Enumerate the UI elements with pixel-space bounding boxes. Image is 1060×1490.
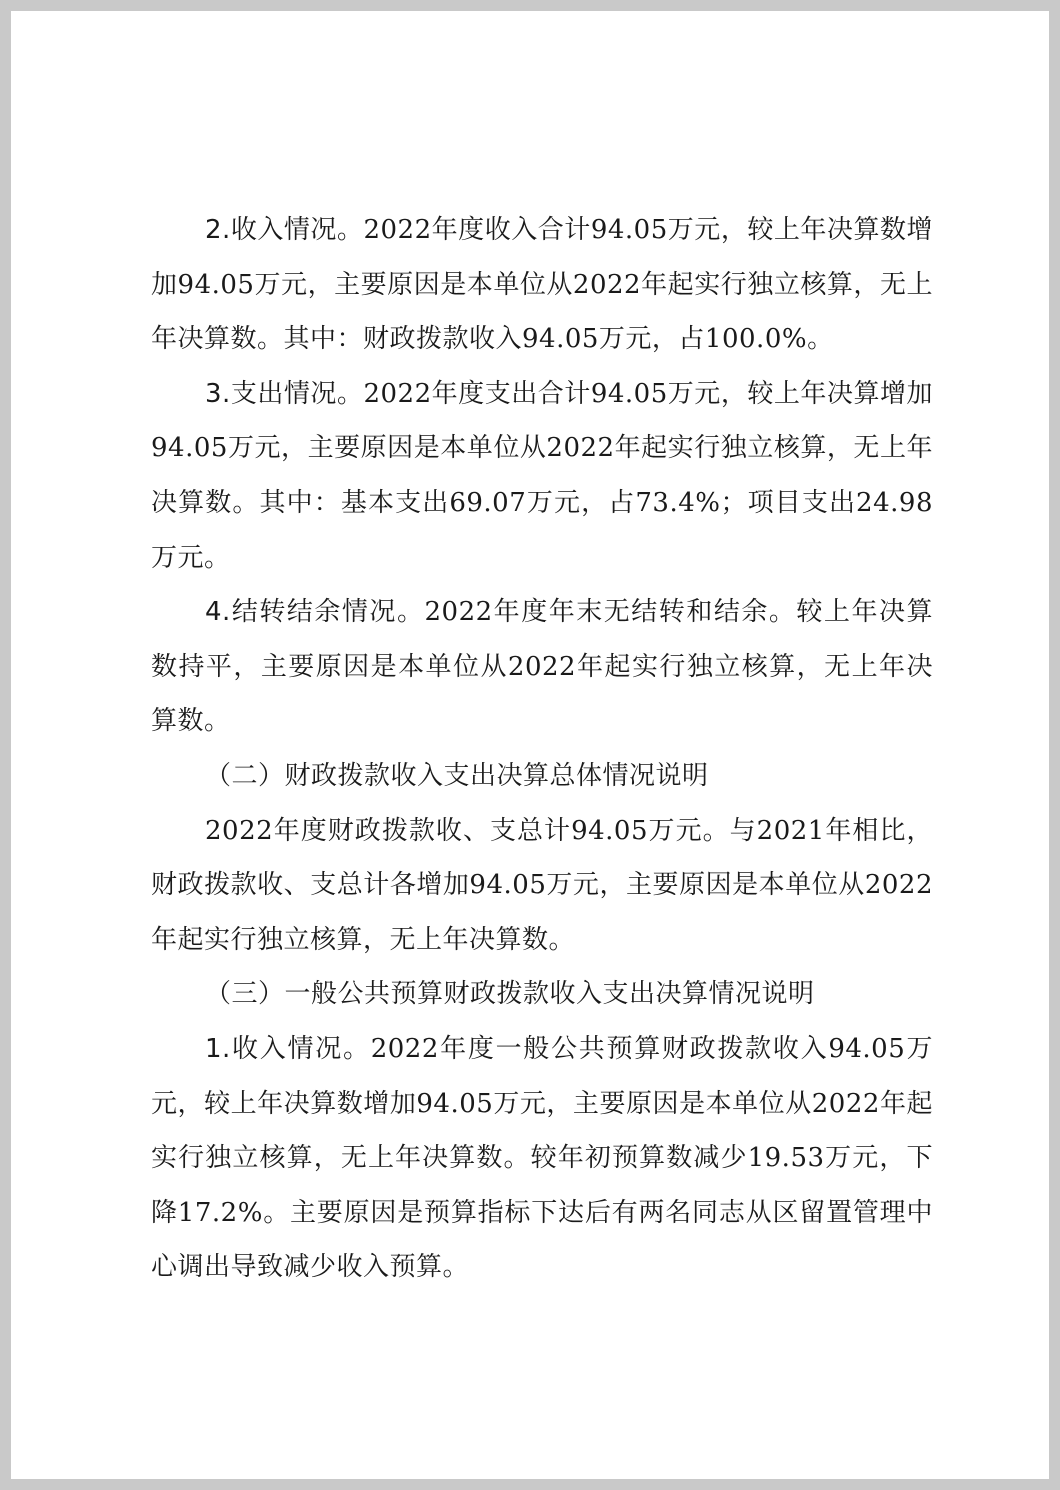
paragraph-general-budget-income (151, 1022, 933, 1295)
section-heading-2: （二）财政拨款收入支出决算总体情况说明 (205, 760, 709, 791)
paragraph-text: 2022年度收入合计94.05万元，较上年决算数增加94.05万元，主要原因是本单位从2022年起实行独立核算，无上年决算数。其中：财政拨款收入94.05万元，占100.0%。 (151, 215, 933, 355)
document-body (151, 203, 933, 1295)
paragraph-income (151, 203, 933, 367)
document-page (11, 11, 1049, 1479)
paragraph-lead: 1.收入情况。 (205, 1033, 371, 1064)
paragraph-lead: 2.收入情况。 (205, 215, 364, 245)
section-heading-3: （三）一般公共预算财政拨款收入支出决算情况说明 (205, 979, 815, 1010)
paragraph-lead: 4.结转结余情况。 (205, 597, 425, 628)
paragraph-expenditure (151, 367, 933, 585)
paragraph-fiscal-summary: 2022年度财政拨款收、支总计94.05万元。与2021年相比，财政拨款收、支总计各增加94.05万元，主要原因是本单位从2022年起实行独立核算，无上年决算数。 (151, 815, 933, 955)
paragraph-text: 2022年度年末无结转和结余。较上年决算数持平，主要原因是本单位从2022年起实行独立核算，无上年决算数。 (151, 597, 933, 737)
paragraph-text: 2022年度支出合计94.05万元，较上年决算增加94.05万元，主要原因是本单位从2022年起实行独立核算，无上年决算数。其中：基本支出69.07万元，占73.4%；项目支出24.98万元。 (151, 378, 933, 573)
paragraph-text: 2022年度一般公共预算财政拨款收入94.05万元，较上年决算数增加94.05万元，主要原因是本单位从2022年起实行独立核算，无上年决算数。较年初预算数减少19.53万元，下降17.2%。主要原因是预算指标下达后有两名同志从区留置管理中心调出导致减少收入预算。 (151, 1033, 933, 1283)
paragraph-lead: 3.支出情况。 (205, 378, 364, 409)
paragraph-carryover (151, 585, 933, 749)
